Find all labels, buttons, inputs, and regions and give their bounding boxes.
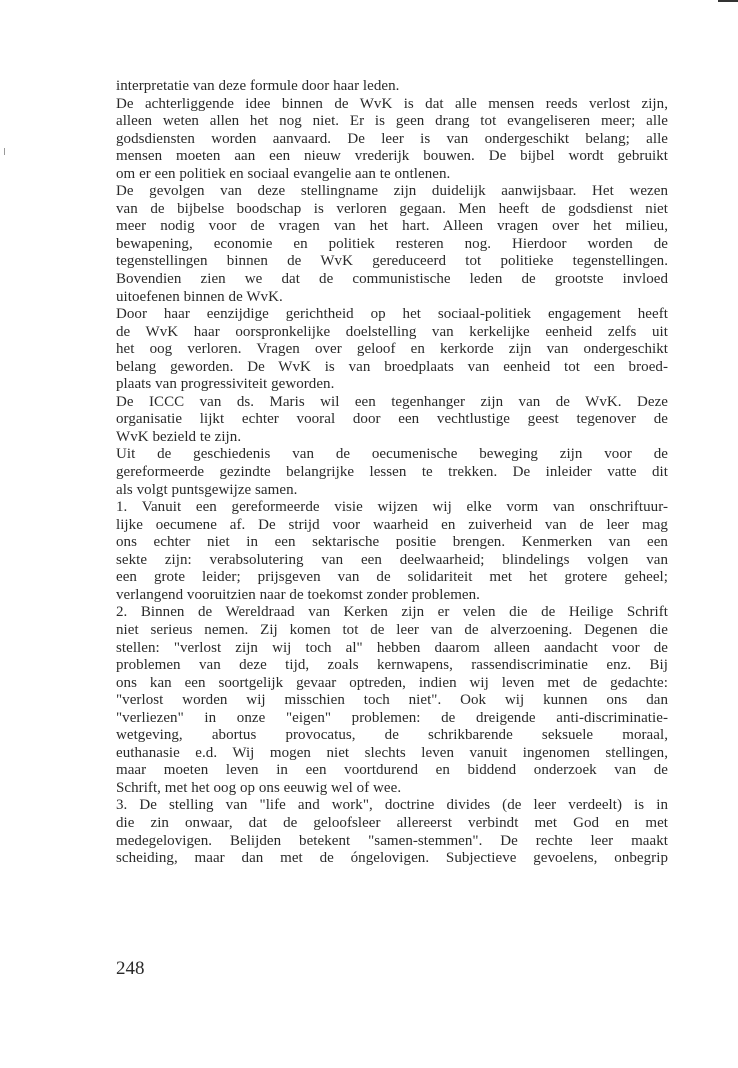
text-line: 2. Binnen de Wereldraad van Kerken zijn er velen die de Heilige Schrift [116, 604, 668, 621]
text-line: De achterliggende idee binnen de WvK is dat alle mensen reeds verlost zijn, [116, 95, 668, 112]
top-edge-rule [718, 0, 738, 2]
text-line: de WvK haar oorspronkelijke doelstelling van kerkelijke eenheid zelfs uit [116, 323, 668, 340]
text-line: niet serieus nemen. Zij komen tot de leer van de alverzoening. Degenen die [116, 621, 668, 638]
text-line: 1. Vanuit een gereformeerde visie wijzen wij elke vorm van onschriftuur- [116, 499, 668, 516]
text-line: bewapening, economie en politiek resteren nog. Hierdoor worden de [116, 235, 668, 252]
margin-mark [4, 148, 5, 155]
text-line: alleen weten allen het nog niet. Er is geen drang tot evangeliseren meer; alle [116, 113, 668, 130]
text-line: medegelovigen. Belijden betekent "samen-stemmen". De rechte leer maakt [116, 832, 668, 849]
text-line: Schrift, met het oog op ons eeuwig wel of wee. [116, 779, 402, 796]
text-line: lijke oecumene af. De strijd voor waarheid en zuiverheid van de leer mag [116, 516, 668, 533]
text-line: organisatie lijkt echter vooral door een vechtlustige geest tegenover de [116, 411, 668, 428]
page-number: 248 [116, 958, 145, 979]
text-line: sekte zijn: verabsolutering van een deelwaarheid; blindelings volgen van [116, 551, 668, 568]
text-line: "verliezen" in onze "eigen" problemen: de dreigende anti-discriminatie- [116, 709, 668, 726]
text-line: interpretatie van deze formule door haar leden. [116, 78, 400, 94]
text-line: verlangend vooruitzien naar de toekomst zonder problemen. [116, 586, 480, 603]
text-line: stellen: "verlost zijn wij toch al" hebben daarom alleen aandacht voor de [116, 639, 668, 656]
text-line: belang geworden. De WvK is van broedplaats van eenheid tot een broed- [116, 358, 668, 375]
body-text [116, 78, 668, 868]
text-line: uitoefenen binnen de WvK. [116, 288, 283, 305]
text-line: wetgeving, abortus provocatus, de schrikbarende seksuele moraal, [116, 727, 668, 744]
text-line: gereformeerde gezindte belangrijke lessen te trekken. De inleider vatte dit [116, 464, 668, 481]
text-line: die zin onwaar, dat de geloofsleer allereerst verbindt met God en met [116, 814, 668, 831]
text-line: De ICCC van ds. Maris wil een tegenhanger zijn van de WvK. Deze [116, 393, 668, 410]
text-line: scheiding, maar dan met de óngelovigen. Subjectieve gevoelens, onbegrip [116, 850, 668, 867]
text-line: Door haar eenzijdige gerichtheid op het sociaal-politiek engagement heeft [116, 306, 668, 323]
text-line: problemen van deze tijd, zoals kernwapens, rassendiscriminatie enz. Bij [116, 657, 668, 674]
text-line: De gevolgen van deze stellingname zijn duidelijk aanwijsbaar. Het wezen [116, 183, 668, 200]
text-line: van de bijbelse boodschap is verloren gegaan. Men heeft de godsdienst niet [116, 200, 668, 217]
text-line: plaats van progressiviteit geworden. [116, 376, 335, 393]
text-line: het oog verloren. Vragen over geloof en kerkorde zijn van ondergeschikt [116, 341, 668, 358]
text-line: een grote leider; prijsgeven van de solidariteit met het grotere geheel; [116, 569, 668, 586]
text-line: meer nodig voor de vragen van het hart. Alleen vragen over het milieu, [116, 218, 668, 235]
text-line: Uit de geschiedenis van de oecumenische beweging zijn voor de [116, 446, 668, 463]
text-line: mensen moeten aan een nieuw vrederijk bouwen. De bijbel wordt gebruikt [116, 148, 668, 165]
text-line: 3. De stelling van "life and work", doctrine divides (de leer verdeelt) is in [116, 797, 668, 814]
text-line: godsdiensten worden aanvaard. De leer is van ondergeschikt belang; alle [116, 130, 668, 147]
text-line: ons kan een soortgelijk gevaar optreden, indien wij leven met de gedachte: [116, 674, 668, 691]
text-line: WvK bezield te zijn. [116, 428, 242, 445]
text-line: maar moeten leven in een voortdurend en biddend onderzoek van de [116, 762, 668, 779]
text-line: ons echter niet in een sektarische positie brengen. Kenmerken van een [116, 534, 668, 551]
text-line: euthanasie e.d. Wij mogen niet slechts leven vanuit ingenomen stellingen, [116, 744, 668, 761]
text-line: Bovendien zien we dat de communistische leden de grootste invloed [116, 271, 668, 288]
text-line: "verlost worden wij misschien toch niet". Ook wij kunnen ons dan [116, 692, 668, 709]
text-line: tegenstellingen binnen de WvK gereduceerd tot politieke tegenstellingen. [116, 253, 668, 270]
text-line: als volgt puntsgewijze samen. [116, 481, 298, 498]
text-line: om er een politiek en sociaal evangelie aan te ontlenen. [116, 165, 451, 182]
